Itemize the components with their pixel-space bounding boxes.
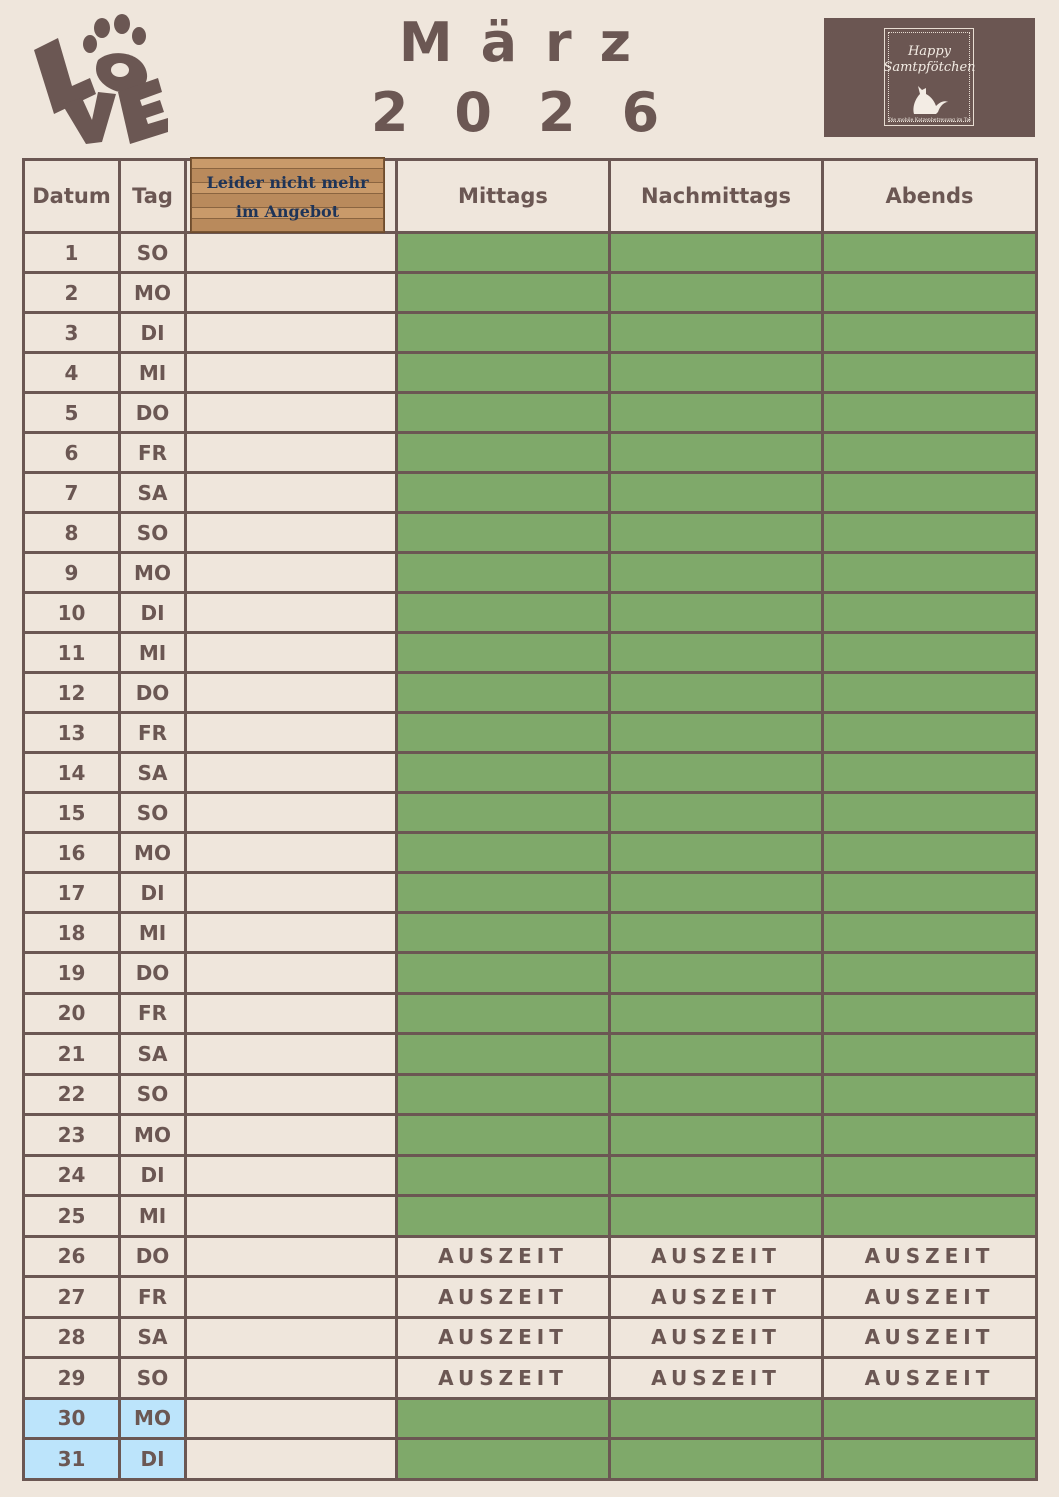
midday-slot-cell: [397, 593, 610, 633]
day-cell: FR: [120, 713, 186, 753]
evening-slot-cell: [823, 313, 1037, 353]
date-cell: 12: [24, 673, 120, 713]
midday-slot-cell: [397, 633, 610, 673]
afternoon-slot-cell: [610, 753, 823, 793]
afternoon-slot-cell: [610, 633, 823, 673]
midday-slot-cell: [397, 793, 610, 833]
table-row: [24, 833, 1037, 873]
date-cell: 8: [24, 513, 120, 553]
afternoon-slot-cell: [610, 793, 823, 833]
day-cell: MI: [120, 913, 186, 953]
day-cell: MI: [120, 633, 186, 673]
note-cell: [186, 1034, 397, 1075]
date-cell: 31: [24, 1439, 120, 1480]
midday-slot-cell: [397, 513, 610, 553]
midday-slot-cell: [397, 673, 610, 713]
date-cell: 30: [24, 1398, 120, 1439]
date-cell: 3: [24, 313, 120, 353]
evening-slot-cell: [823, 673, 1037, 713]
note-cell: [186, 993, 397, 1034]
afternoon-slot-cell: [610, 1115, 823, 1156]
table-row: [24, 633, 1037, 673]
note-cell: [186, 1277, 397, 1318]
midday-slot-cell: [397, 1398, 610, 1439]
afternoon-slot-cell: [610, 593, 823, 633]
table-row: [24, 313, 1037, 353]
date-cell: 16: [24, 833, 120, 873]
day-cell: FR: [120, 433, 186, 473]
afternoon-slot-cell: [610, 273, 823, 313]
evening-slot-cell: [823, 713, 1037, 753]
day-cell: MO: [120, 273, 186, 313]
evening-slot-cell: [823, 753, 1037, 793]
table-row: [24, 913, 1037, 953]
afternoon-slot-cell: [610, 713, 823, 753]
midday-slot-cell: [397, 713, 610, 753]
table-row: [24, 713, 1037, 753]
year-title: 2026: [370, 81, 706, 144]
date-cell: 6: [24, 433, 120, 473]
date-cell: 9: [24, 553, 120, 593]
afternoon-slot-cell: [610, 833, 823, 873]
note-cell: [186, 1155, 397, 1196]
evening-auszeit-cell: AUSZEIT: [823, 1236, 1037, 1277]
note-cell: [186, 1236, 397, 1277]
midday-slot-cell: [397, 953, 610, 994]
note-cell: [186, 793, 397, 833]
calendar-title: [300, 10, 730, 150]
evening-auszeit-cell: AUSZEIT: [823, 1358, 1037, 1399]
day-cell: DO: [120, 673, 186, 713]
afternoon-slot-cell: [610, 1398, 823, 1439]
afternoon-slot-cell: [610, 473, 823, 513]
evening-slot-cell: [823, 553, 1037, 593]
afternoon-slot-cell: [610, 553, 823, 593]
date-cell: 10: [24, 593, 120, 633]
evening-slot-cell: [823, 353, 1037, 393]
midday-slot-cell: [397, 1439, 610, 1480]
day-cell: FR: [120, 993, 186, 1034]
table-row: [24, 1358, 1037, 1399]
day-cell: SA: [120, 1034, 186, 1075]
date-cell: 27: [24, 1277, 120, 1318]
table-row: [24, 1196, 1037, 1237]
brand-logo: [824, 18, 1035, 137]
afternoon-slot-cell: [610, 1034, 823, 1075]
day-cell: MI: [120, 353, 186, 393]
note-cell: [186, 913, 397, 953]
table-row: [24, 953, 1037, 994]
date-cell: 20: [24, 993, 120, 1034]
table-row: [24, 753, 1037, 793]
date-cell: 15: [24, 793, 120, 833]
note-cell: [186, 553, 397, 593]
day-cell: DO: [120, 1236, 186, 1277]
midday-slot-cell: [397, 1196, 610, 1237]
evening-auszeit-cell: AUSZEIT: [823, 1277, 1037, 1318]
table-row: [24, 873, 1037, 913]
day-cell: SO: [120, 1358, 186, 1399]
note-cell: [186, 233, 397, 273]
day-cell: DI: [120, 1439, 186, 1480]
evening-slot-cell: [823, 1074, 1037, 1115]
evening-slot-cell: [823, 993, 1037, 1034]
note-cell: [186, 433, 397, 473]
evening-slot-cell: [823, 473, 1037, 513]
cat-icon: [908, 80, 950, 116]
note-cell: [186, 953, 397, 994]
date-cell: 11: [24, 633, 120, 673]
day-cell: SA: [120, 473, 186, 513]
month-title: März: [398, 11, 660, 74]
calendar-body: [24, 233, 1037, 1480]
date-cell: 19: [24, 953, 120, 994]
day-cell: MI: [120, 1196, 186, 1237]
evening-slot-cell: [823, 873, 1037, 913]
sign-text: Leider nicht mehr im Angebot: [206, 173, 369, 221]
calendar-table: [22, 158, 1038, 1481]
date-cell: 7: [24, 473, 120, 513]
brand-name: Happy Samtpfötchen: [883, 44, 976, 75]
note-cell: [186, 513, 397, 553]
afternoon-auszeit-cell: AUSZEIT: [610, 1236, 823, 1277]
date-cell: 29: [24, 1358, 120, 1399]
table-row: [24, 1439, 1037, 1480]
midday-slot-cell: [397, 1115, 610, 1156]
afternoon-auszeit-cell: AUSZEIT: [610, 1277, 823, 1318]
evening-slot-cell: [823, 273, 1037, 313]
table-row: [24, 993, 1037, 1034]
note-cell: [186, 633, 397, 673]
date-cell: 17: [24, 873, 120, 913]
afternoon-slot-cell: [610, 1439, 823, 1480]
note-cell: [186, 753, 397, 793]
table-row: [24, 273, 1037, 313]
midday-slot-cell: [397, 833, 610, 873]
wooden-sign: [190, 157, 385, 233]
note-cell: [186, 393, 397, 433]
date-cell: 25: [24, 1196, 120, 1237]
evening-slot-cell: [823, 593, 1037, 633]
midday-slot-cell: [397, 1155, 610, 1196]
note-cell: [186, 273, 397, 313]
day-cell: DI: [120, 313, 186, 353]
evening-slot-cell: [823, 793, 1037, 833]
day-cell: FR: [120, 1277, 186, 1318]
midday-slot-cell: [397, 353, 610, 393]
day-cell: SA: [120, 753, 186, 793]
table-row: [24, 233, 1037, 273]
date-cell: 14: [24, 753, 120, 793]
day-cell: DI: [120, 593, 186, 633]
day-cell: MO: [120, 553, 186, 593]
note-cell: [186, 1439, 397, 1480]
table-row: [24, 793, 1037, 833]
evening-slot-cell: [823, 1155, 1037, 1196]
afternoon-slot-cell: [610, 313, 823, 353]
note-cell: [186, 353, 397, 393]
evening-slot-cell: [823, 953, 1037, 994]
table-row: [24, 433, 1037, 473]
afternoon-slot-cell: [610, 873, 823, 913]
date-cell: 22: [24, 1074, 120, 1115]
midday-slot-cell: [397, 313, 610, 353]
note-cell: [186, 673, 397, 713]
table-row: [24, 1317, 1037, 1358]
evening-slot-cell: [823, 393, 1037, 433]
afternoon-slot-cell: [610, 953, 823, 994]
evening-slot-cell: [823, 433, 1037, 473]
afternoon-slot-cell: [610, 1155, 823, 1196]
note-cell: [186, 1196, 397, 1237]
day-cell: DI: [120, 873, 186, 913]
header-row: [24, 160, 1037, 233]
afternoon-slot-cell: [610, 1196, 823, 1237]
day-cell: SO: [120, 1074, 186, 1115]
evening-slot-cell: [823, 233, 1037, 273]
afternoon-slot-cell: [610, 513, 823, 553]
table-row: [24, 593, 1037, 633]
date-cell: 18: [24, 913, 120, 953]
table-row: [24, 393, 1037, 433]
table-row: [24, 1398, 1037, 1439]
day-cell: MO: [120, 1115, 186, 1156]
evening-slot-cell: [823, 633, 1037, 673]
date-cell: 28: [24, 1317, 120, 1358]
note-cell: [186, 833, 397, 873]
day-cell: MO: [120, 1398, 186, 1439]
day-cell: SO: [120, 513, 186, 553]
midday-auszeit-cell: AUSZEIT: [397, 1236, 610, 1277]
table-row: [24, 1034, 1037, 1075]
note-cell: [186, 1115, 397, 1156]
midday-slot-cell: [397, 233, 610, 273]
day-cell: DI: [120, 1155, 186, 1196]
date-cell: 24: [24, 1155, 120, 1196]
header-midday: Mittags: [397, 160, 610, 233]
table-row: [24, 1236, 1037, 1277]
note-cell: [186, 1398, 397, 1439]
date-cell: 13: [24, 713, 120, 753]
afternoon-slot-cell: [610, 673, 823, 713]
note-cell: [186, 1358, 397, 1399]
day-cell: SO: [120, 793, 186, 833]
afternoon-slot-cell: [610, 1074, 823, 1115]
midday-auszeit-cell: AUSZEIT: [397, 1317, 610, 1358]
table-row: [24, 1277, 1037, 1318]
evening-slot-cell: [823, 513, 1037, 553]
love-paw-logo: [28, 8, 168, 148]
date-cell: 1: [24, 233, 120, 273]
midday-slot-cell: [397, 993, 610, 1034]
note-cell: [186, 1074, 397, 1115]
note-cell: [186, 313, 397, 353]
day-cell: DO: [120, 953, 186, 994]
date-cell: 2: [24, 273, 120, 313]
midday-slot-cell: [397, 873, 610, 913]
table-row: [24, 513, 1037, 553]
table-row: [24, 353, 1037, 393]
note-cell: [186, 593, 397, 633]
table-row: [24, 1155, 1037, 1196]
date-cell: 5: [24, 393, 120, 433]
table-row: [24, 673, 1037, 713]
afternoon-slot-cell: [610, 993, 823, 1034]
day-cell: SO: [120, 233, 186, 273]
midday-slot-cell: [397, 273, 610, 313]
midday-auszeit-cell: AUSZEIT: [397, 1277, 610, 1318]
header-day: Tag: [120, 160, 186, 233]
date-cell: 4: [24, 353, 120, 393]
midday-slot-cell: [397, 553, 610, 593]
note-cell: [186, 1317, 397, 1358]
date-cell: 26: [24, 1236, 120, 1277]
evening-slot-cell: [823, 1034, 1037, 1075]
note-cell: [186, 873, 397, 913]
midday-slot-cell: [397, 1034, 610, 1075]
evening-slot-cell: [823, 913, 1037, 953]
header-afternoon: Nachmittags: [610, 160, 823, 233]
table-row: [24, 553, 1037, 593]
evening-slot-cell: [823, 833, 1037, 873]
evening-slot-cell: [823, 1115, 1037, 1156]
note-cell: [186, 713, 397, 753]
table-row: [24, 1074, 1037, 1115]
day-cell: MO: [120, 833, 186, 873]
afternoon-auszeit-cell: AUSZEIT: [610, 1358, 823, 1399]
afternoon-slot-cell: [610, 913, 823, 953]
brand-tagline: Die mobile Katzenbetreuung im Tal: [888, 118, 971, 123]
evening-slot-cell: [823, 1398, 1037, 1439]
header-date: Datum: [24, 160, 120, 233]
header-evening: Abends: [823, 160, 1037, 233]
table-row: [24, 1115, 1037, 1156]
midday-slot-cell: [397, 473, 610, 513]
evening-slot-cell: [823, 1439, 1037, 1480]
midday-slot-cell: [397, 753, 610, 793]
afternoon-auszeit-cell: AUSZEIT: [610, 1317, 823, 1358]
evening-slot-cell: [823, 1196, 1037, 1237]
midday-slot-cell: [397, 433, 610, 473]
evening-auszeit-cell: AUSZEIT: [823, 1317, 1037, 1358]
note-cell: [186, 473, 397, 513]
afternoon-slot-cell: [610, 433, 823, 473]
midday-slot-cell: [397, 393, 610, 433]
day-cell: DO: [120, 393, 186, 433]
afternoon-slot-cell: [610, 393, 823, 433]
midday-slot-cell: [397, 913, 610, 953]
table-row: [24, 473, 1037, 513]
day-cell: SA: [120, 1317, 186, 1358]
midday-auszeit-cell: AUSZEIT: [397, 1358, 610, 1399]
date-cell: 21: [24, 1034, 120, 1075]
midday-slot-cell: [397, 1074, 610, 1115]
afternoon-slot-cell: [610, 233, 823, 273]
date-cell: 23: [24, 1115, 120, 1156]
afternoon-slot-cell: [610, 353, 823, 393]
